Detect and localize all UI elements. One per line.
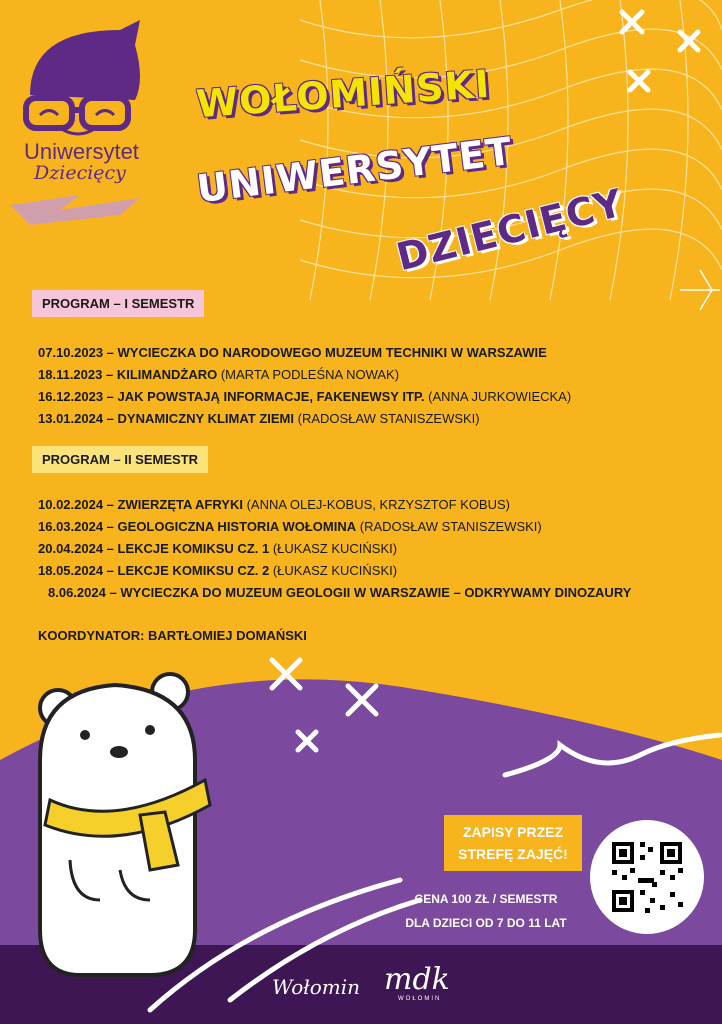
star-sparkle-icon [680,270,720,310]
signup-line-2: STREFĘ ZAJĘĆ! [458,846,568,862]
program-item: 8.06.2024 – WYCIECZKA DO MUZEUM GEOLOGII W WARSZAWIE – ODKRYWAMY DINOZAURY [48,585,632,600]
brush-stroke [10,195,140,225]
qr-code-icon [590,820,704,934]
wolomin-logo: Wołomin [272,975,361,999]
title-line-1: WOŁOMIŃSKI [194,61,492,127]
mdk-logo: mdk [384,962,450,997]
mdk-logo-sub: WOŁOMIN [398,996,442,1002]
program-item: 13.01.2024 – DYNAMICZNY KLIMAT ZIEMI (RADOSŁAW STANISZEWSKI) [38,411,480,426]
logo-name: Uniwersytet [24,139,139,164]
signup-box [444,815,582,871]
age-line: DLA DZIECI OD 7 DO 11 LAT [405,916,567,930]
logo-subtitle: Dziecięcy [34,162,126,184]
program-item: 16.03.2024 – GEOLOGICZNA HISTORIA WOŁOMINA (RADOSŁAW STANISZEWSKI) [38,519,542,534]
title-line-3: DZIECIĘCY [392,180,628,280]
qr-code[interactable] [590,820,704,934]
program-item: 20.04.2024 – LEKCJE KOMIKSU CZ. 1 (ŁUKASZ KUCIŃSKI) [38,541,398,556]
semester-1-label: PROGRAM – I SEMESTR [32,290,204,317]
price-info [388,887,584,935]
program-item: 07.10.2023 – WYCIECZKA DO NARODOWEGO MUZEUM TECHNIKI W WARSZAWIE [38,345,547,360]
price-line: CENA 100 ZŁ / SEMESTR [414,892,558,906]
polar-bear-illustration [40,674,210,975]
boy-with-glasses-icon [26,20,140,134]
program-item: 10.02.2024 – ZWIERZĘTA AFRYKI (ANNA OLEJ-KOBUS, KRZYSZTOF KOBUS) [38,497,510,512]
title-line-2: UNIWERSYTET [194,128,516,212]
signup-line-1: ZAPISY PRZEZ [462,824,564,840]
program-item: 18.11.2023 – KILIMANDŻARO (MARTA PODLEŚNA NOWAK) [38,367,400,382]
coordinator: KOORDYNATOR: BARTŁOMIEJ DOMAŃSKI [38,628,307,643]
semester-2-label: PROGRAM – II SEMESTR [32,446,208,473]
program-item: 18.05.2024 – LEKCJE KOMIKSU CZ. 2 (ŁUKASZ KUCIŃSKI) [38,563,398,578]
program-item: 16.12.2023 – JAK POWSTAJĄ INFORMACJE, FAKENEWSY ITP. (ANNA JURKOWIECKA) [38,389,572,404]
